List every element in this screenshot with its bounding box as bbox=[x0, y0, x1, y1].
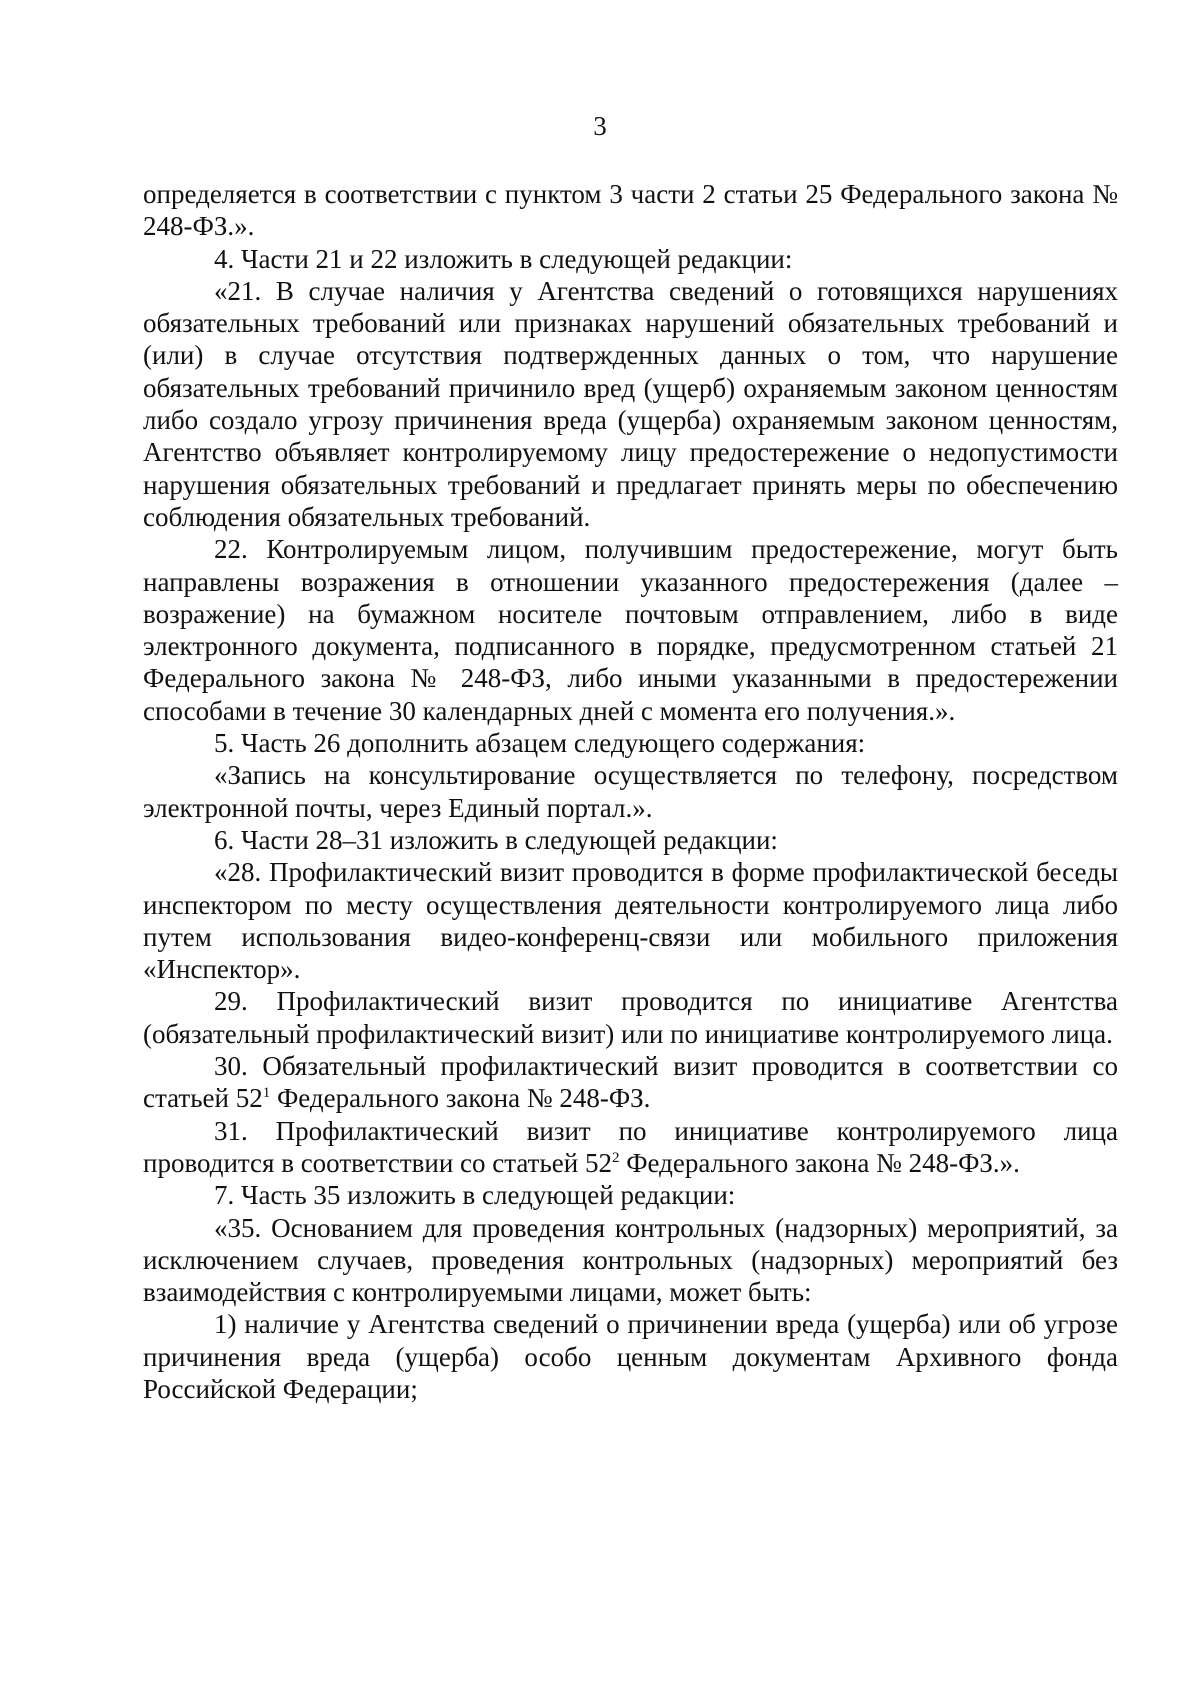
paragraph-part-21: «21. В случае наличия у Агентства сведений о готовящихся нарушениях обязательных требований или признаках нарушений обязательных требований и (или) в случае отсутствия подтвержденных данных о том, что нарушение обязательных требований причинило вред (ущерб) охраняемым законом ценностям либо создало угрозу причинения вреда (ущерба) охраняемым законом ценностям, Агентство объявляет контролируемому лицу предостережение о недопустимости нарушения обязательных требований и предлагает принять меры по обеспечению соблюдения обязательных требований. bbox=[143, 275, 1118, 532]
paragraph-item-7: 7. Часть 35 изложить в следующей редакции: bbox=[214, 1180, 736, 1211]
paragraph-part-22: 22. Контролируемым лицом, получившим предостережение, могут быть направлены возражения в отношении указанного предостережения (далее – возражение) на бумажном носителе почтовым отправлением, либо в виде электронного документа, подписанного в порядке, предусмотренном статьей 21 Федерального закона № 248-ФЗ, либо иными указанными в предостережении способами в течение 30 календарных дней с момента его получения.». bbox=[143, 534, 1118, 726]
paragraph-part-30-tail: Федерального закона № 248-ФЗ. bbox=[270, 1083, 651, 1114]
paragraph-item-6: 6. Части 28–31 изложить в следующей редакции: bbox=[214, 824, 778, 855]
paragraph-part-31-text: 31. Профилактический визит по инициативе контролируемого лица проводится в соответствии со статьей 52 bbox=[143, 1115, 1118, 1178]
paragraph-part-30 bbox=[143, 1050, 1118, 1115]
superscript-2: 2 bbox=[611, 1149, 620, 1166]
paragraph-part-35: «35. Основанием для проведения контрольных (надзорных) мероприятий, за исключением случаев, проведения контрольных (надзорных) мероприятий без взаимодействия с контролируемыми лицами, может быть: bbox=[143, 1212, 1118, 1308]
paragraph-part-29: 29. Профилактический визит проводится по инициативе Агентства (обязательный профилактический визит) или по инициативе контролируемого лица. bbox=[143, 986, 1118, 1049]
paragraph-part-30-text: 30. Обязательный профилактический визит проводится в соответствии со статьей 52 bbox=[143, 1051, 1118, 1114]
paragraph-part-28: «28. Профилактический визит проводится в форме профилактической беседы инспектором по месту осуществления деятельности контролируемого лица либо путем использования видео-конференц-связи или мобильного приложения «Инспектор». bbox=[143, 857, 1118, 985]
page-number: 3 bbox=[593, 111, 607, 141]
paragraph-part-31 bbox=[143, 1115, 1118, 1180]
paragraph-item-4: 4. Части 21 и 22 изложить в следующей редакции: bbox=[214, 243, 793, 274]
paragraph-part-31-tail: Федерального закона № 248-ФЗ.». bbox=[619, 1147, 1020, 1178]
paragraph-subitem-1: 1) наличие у Агентства сведений о причинении вреда (ущерба) или об угрозе причинения вреда (ущерба) особо ценным документам Архивного фонда Российской Федерации; bbox=[143, 1309, 1118, 1404]
document-body bbox=[143, 178, 1118, 1405]
paragraph-consultation-record: «Запись на консультирование осуществляется по телефону, посредством электронной почты, через Единый портал.». bbox=[143, 760, 1118, 823]
paragraph-item-5: 5. Часть 26 дополнить абзацем следующего содержания: bbox=[214, 728, 866, 759]
paragraph-continuation: определяется в соответствии с пунктом 3 части 2 статьи 25 Федерального закона № 248-ФЗ.». bbox=[143, 179, 1118, 242]
superscript-1: 1 bbox=[262, 1085, 271, 1102]
